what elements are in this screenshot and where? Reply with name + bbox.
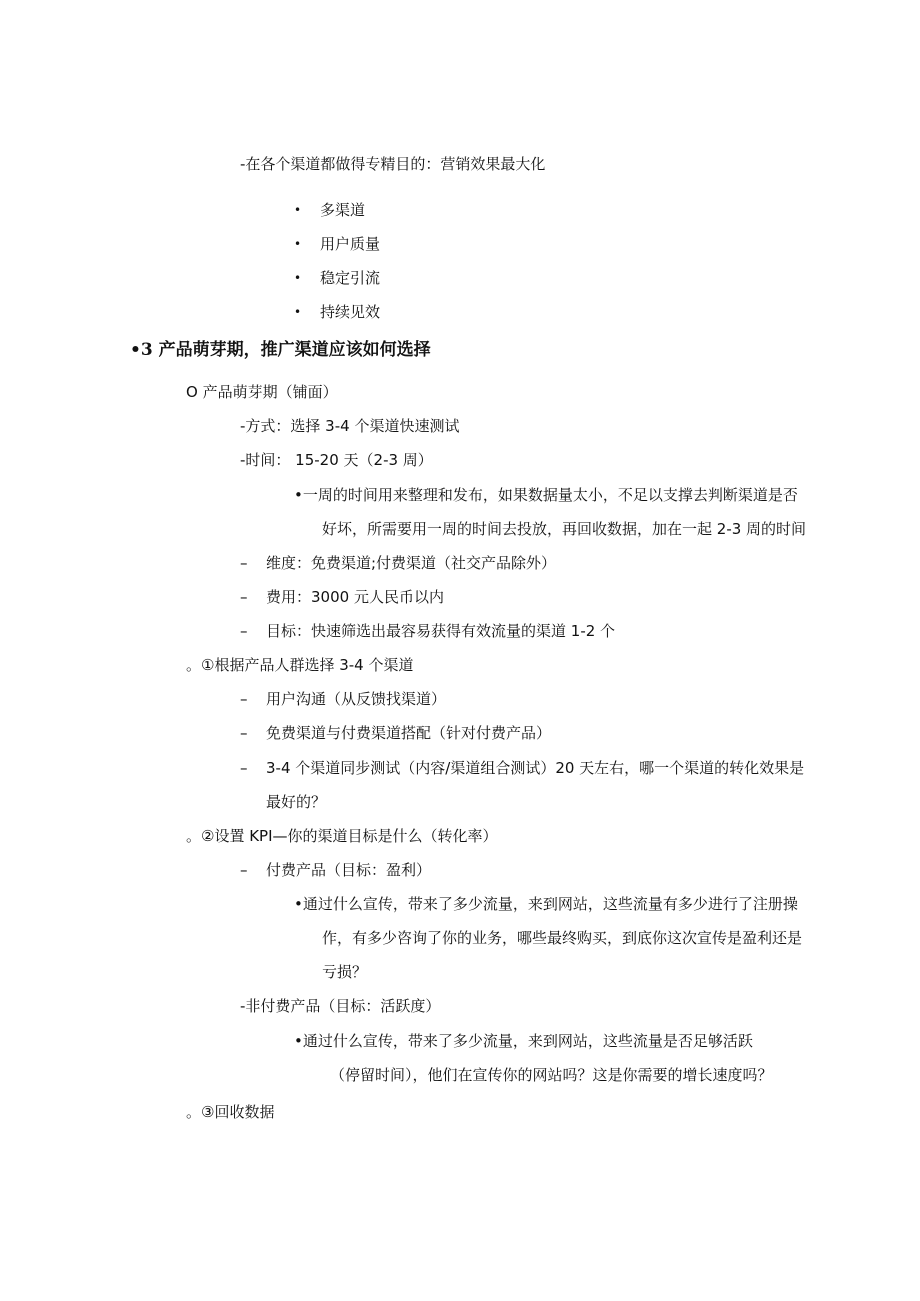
dash-icon: – [240,759,248,777]
text-line: （停留时间），他们在宣传你的网站吗？这是你需要的增长速度吗？ [330,1066,773,1084]
text-line: -非付费产品（目标：活跃度） [240,997,441,1015]
section-heading: •3 产品萌芽期，推广渠道应该如何选择 [130,340,431,360]
text-line: 。③回收数据 [186,1103,275,1121]
list-item: 持续见效 [320,303,381,321]
text-line: 维度：免费渠道;付费渠道（社交产品除外） [266,554,557,572]
text-line: 亏损？ [322,963,368,981]
text-line: O 产品萌芽期（铺面） [186,383,338,401]
text-line: 作，有多少咨询了你的业务，哪些最终购买，到底你这次宣传是盈利还是 [322,929,803,947]
list-item: 多渠道 [320,201,366,219]
dash-icon: – [240,554,248,572]
dash-icon: – [240,588,248,606]
text-line: -在各个渠道都做得专精目的：营销效果最大化 [240,155,546,173]
text-line: 付费产品（目标：盈利） [266,861,432,879]
dash-icon: – [240,622,248,640]
list-item: 稳定引流 [320,269,381,287]
text-line: •通过什么宣传，带来了多少流量，来到网站，这些流量有多少进行了注册操 [294,895,798,913]
text-line: 最好的？ [266,793,327,811]
text-line: -方式：选择 3-4 个渠道快速测试 [240,417,460,435]
text-line: •通过什么宣传，带来了多少流量，来到网站，这些流量是否足够活跃 [294,1032,753,1050]
bullet-icon: • [294,271,302,285]
text-line: 用户沟通（从反馈找渠道） [266,690,447,708]
text-line: •一周的时间用来整理和发布，如果数据量太小，不足以支撑去判断渠道是否 [294,486,798,504]
dash-icon: – [240,690,248,708]
bullet-icon: • [294,237,302,251]
text-line: 。②设置 KPI—你的渠道目标是什么（转化率） [186,827,498,845]
text-line: 费用：3000 元人民币以内 [266,588,444,606]
text-line: -时间： 15-20 天（2-3 周） [240,451,433,469]
text-line: 3-4 个渠道同步测试（内容/渠道组合测试）20 天左右，哪一个渠道的转化效果是 [266,759,805,777]
text-line: 好坏，所需要用一周的时间去投放，再回收数据，加在一起 2-3 周的时间 [322,520,807,538]
text-line: 免费渠道与付费渠道搭配（针对付费产品） [266,724,552,742]
text-line: 目标：快速筛选出最容易获得有效流量的渠道 1-2 个 [266,622,616,640]
bullet-icon: • [294,305,302,319]
list-item: 用户质量 [320,235,381,253]
text-line: 。①根据产品人群选择 3-4 个渠道 [186,656,414,674]
dash-icon: – [240,861,248,879]
dash-icon: – [240,724,248,742]
bullet-icon: • [294,203,302,217]
